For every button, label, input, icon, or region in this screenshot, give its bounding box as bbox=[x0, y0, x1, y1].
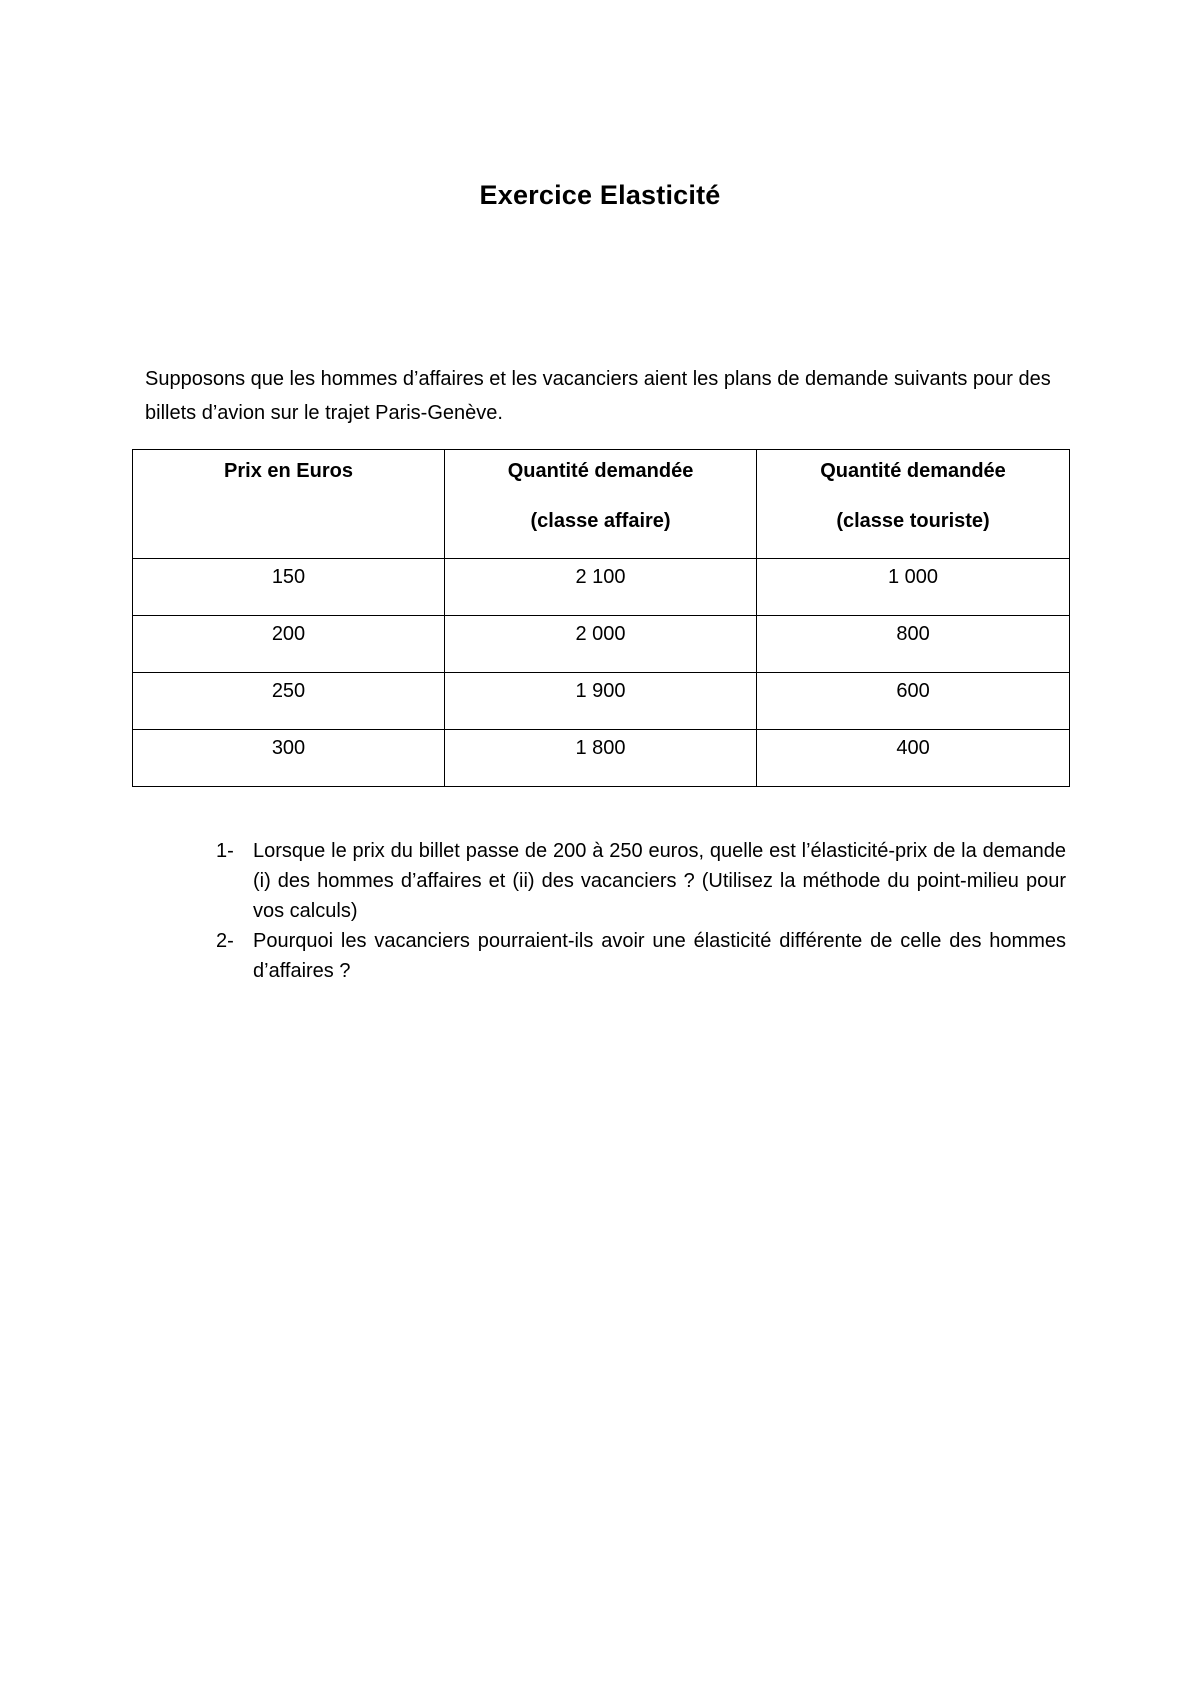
cell-price: 200 bbox=[133, 616, 445, 673]
cell-tourist: 400 bbox=[757, 730, 1070, 787]
cell-tourist: 600 bbox=[757, 673, 1070, 730]
question-item bbox=[216, 836, 1066, 926]
page-title: Exercice Elasticité bbox=[479, 180, 721, 210]
header-business-quantity bbox=[445, 450, 757, 559]
question-number: 1- bbox=[216, 840, 234, 862]
question-number: 2- bbox=[216, 930, 234, 952]
cell-price: 300 bbox=[133, 730, 445, 787]
question-text: Lorsque le prix du billet passe de 200 à 250 euros, quelle est l’élasticité-prix de la demande (i) des hommes d’affaires et (ii) des vacanciers ? (Utilisez la méthode du point-milieu pour vos calculs) bbox=[253, 840, 1066, 922]
header-tourist-quantity bbox=[757, 450, 1070, 559]
intro-text: Supposons que les hommes d’affaires et les vacanciers aient les plans de demande suivants pour des billets d’avion sur le trajet Paris-Genève. bbox=[145, 368, 1051, 424]
table-row bbox=[133, 616, 1070, 673]
table-row bbox=[133, 730, 1070, 787]
demand-table bbox=[132, 449, 1070, 787]
intro-paragraph bbox=[145, 362, 1065, 430]
questions-list bbox=[216, 836, 1066, 986]
header-business-sub: (classe affaire) bbox=[530, 510, 671, 532]
cell-price: 150 bbox=[133, 559, 445, 616]
cell-business: 2 000 bbox=[445, 616, 757, 673]
cell-price: 250 bbox=[133, 673, 445, 730]
table-row bbox=[133, 559, 1070, 616]
cell-tourist: 1 000 bbox=[757, 559, 1070, 616]
header-price-label: Prix en Euros bbox=[224, 460, 353, 482]
cell-business: 2 100 bbox=[445, 559, 757, 616]
header-tourist-label: Quantité demandée bbox=[820, 460, 1006, 482]
table-header-row bbox=[133, 450, 1070, 559]
cell-business: 1 800 bbox=[445, 730, 757, 787]
header-tourist-sub: (classe touriste) bbox=[836, 510, 990, 532]
table-row bbox=[133, 673, 1070, 730]
header-business-label: Quantité demandée bbox=[507, 460, 694, 482]
cell-tourist: 800 bbox=[757, 616, 1070, 673]
cell-business: 1 900 bbox=[445, 673, 757, 730]
question-item bbox=[216, 926, 1066, 986]
header-price bbox=[133, 450, 445, 559]
question-text: Pourquoi les vacanciers pourraient-ils avoir une élasticité différente de celle des hommes d’affaires ? bbox=[253, 930, 1066, 982]
